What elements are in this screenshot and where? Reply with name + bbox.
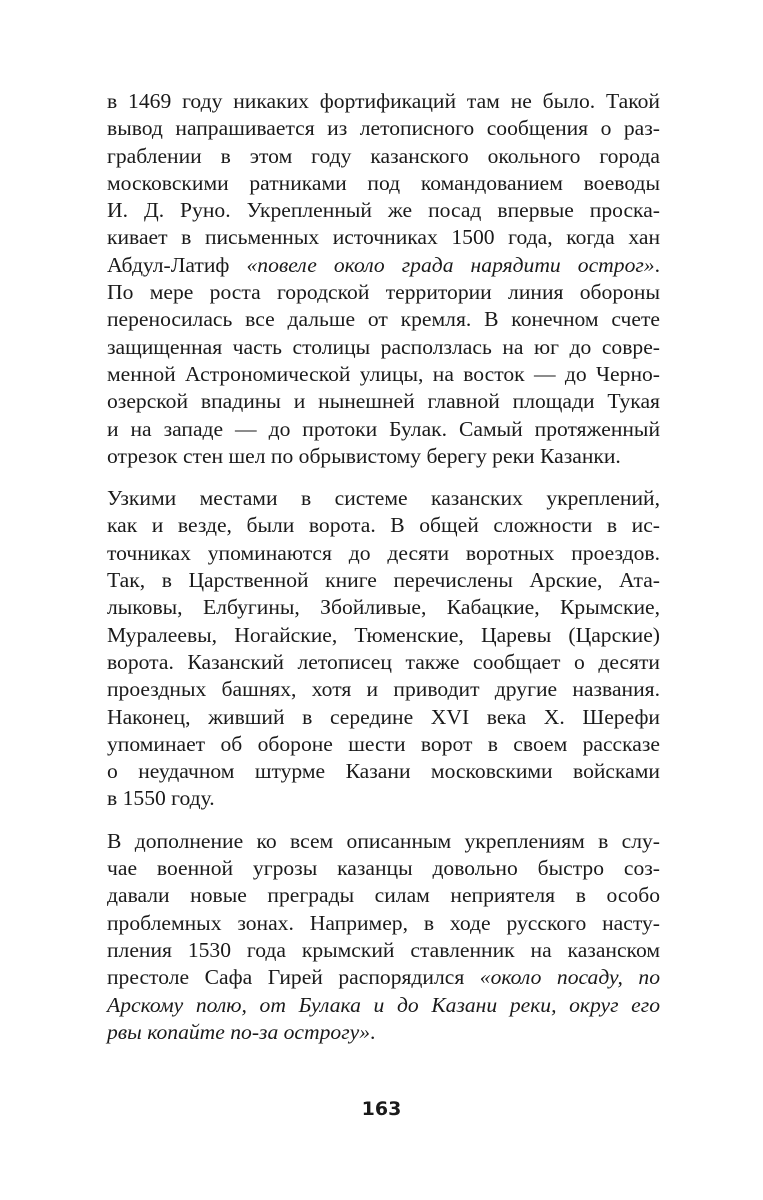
text-segment: чае военной угрозы казанцы довольно быстро соз- [107,856,660,881]
text-line [107,485,660,512]
text-line [107,992,660,1019]
text-line [107,197,660,224]
text-line [107,88,660,115]
quote-text: Арскому полю, от Булака и до Казани реки, округ его [107,992,660,1017]
text-segment: Муралеевы, Ногайские, Тюменские, Царевы (Царские) [107,622,660,647]
text-segment: давали новые преграды силам неприятеля в особо [107,883,660,908]
text-line [107,758,660,785]
text-segment: пления 1530 года крымский ставленник на казанском [107,937,660,962]
text-line [107,306,660,333]
text-line [107,937,660,964]
text-segment: переносилась все дальше от кремля. В конечном счете [107,307,660,332]
text-line [107,279,660,306]
text-segment: По мере роста городской территории линия обороны [107,280,660,305]
paragraph [107,485,660,813]
text-segment: упоминает об обороне шести ворот в своем рассказе [107,731,660,756]
text-line [107,785,660,812]
paragraph [107,828,660,1046]
quote-text: рвы копайте по-за острогу» [107,1019,371,1044]
text-segment: отрезок стен шел по обрывистому берегу реки Казанки. [107,443,621,468]
text-line [107,416,660,443]
text-line [107,388,660,415]
text-segment: в 1469 году никаких фортификаций там не было. Такой [107,89,660,113]
text-segment: менной Астрономической улицы, на восток — до Черно- [107,361,660,386]
text-line [107,731,660,758]
text-line [107,334,660,361]
text-line [107,252,660,279]
text-line [107,828,660,855]
text-segment: московскими ратниками под командованием воеводы [107,170,660,195]
text-line [107,649,660,676]
text-line [107,910,660,937]
paragraph [107,88,660,470]
text-line [107,512,660,539]
text-segment: как и везде, были ворота. В общей сложности в ис- [107,513,660,538]
text-segment: Узкими местами в системе казанских укреплений, [107,486,660,511]
text-segment: Абдул-Латиф [107,252,247,277]
text-line [107,224,660,251]
text-segment: точниках упоминаются до десяти воротных проездов. [107,540,660,565]
text-line [107,594,660,621]
text-line [107,704,660,731]
text-line [107,170,660,197]
text-segment: лыковы, Елбугины, Збойливые, Кабацкие, Крымские, [107,595,660,620]
text-segment: Наконец, живший в середине XVI века Х. Шерефи [107,704,660,729]
text-line [107,443,660,470]
text-segment: ворота. Казанский летописец также сообщает о десяти [107,649,660,674]
text-segment: вывод напрашивается из летописного сообщения о раз- [107,116,660,141]
text-line [107,361,660,388]
quote-text: «около посаду, по [479,965,660,990]
text-segment: В дополнение ко всем описанным укреплениям в слу- [107,828,660,853]
text-line [107,567,660,594]
text-segment: озерской впадины и нынешней главной площади Тукая [107,389,660,414]
text-segment: кивает в письменных источниках 1500 года, когда хан [107,225,660,250]
text-segment: престоле Сафа Гирей распорядился [107,965,480,990]
text-line [107,882,660,909]
text-segment: И. Д. Руно. Укрепленный же посад впервые проска- [107,198,660,223]
text-segment: и на западе — до протоки Булак. Самый протяженный [107,416,660,441]
text-segment: граблении в этом году казанского окольного города [107,143,660,168]
text-line [107,622,660,649]
body-text [107,88,660,1046]
text-segment: . [654,252,660,277]
text-segment: защищенная часть столицы расползлась на юг до совре- [107,334,660,359]
text-line [107,143,660,170]
text-segment: о неудачном штурме Казани московскими войсками [107,759,660,784]
text-segment: в 1550 году. [107,786,215,811]
text-line [107,964,660,991]
page-number: 163 [361,1098,402,1120]
text-segment: . [370,1019,376,1044]
text-line [107,1019,660,1046]
text-line [107,676,660,703]
quote-text: «повеле около града нарядити острог» [246,252,655,277]
text-line [107,855,660,882]
text-segment: проездных башнях, хотя и приводит другие названия. [107,677,660,702]
text-line [107,540,660,567]
text-segment: проблемных зонах. Например, в ходе русского насту- [107,910,660,935]
text-segment: Так, в Царственной книге перечислены Арские, Ата- [107,568,660,593]
text-line [107,115,660,142]
